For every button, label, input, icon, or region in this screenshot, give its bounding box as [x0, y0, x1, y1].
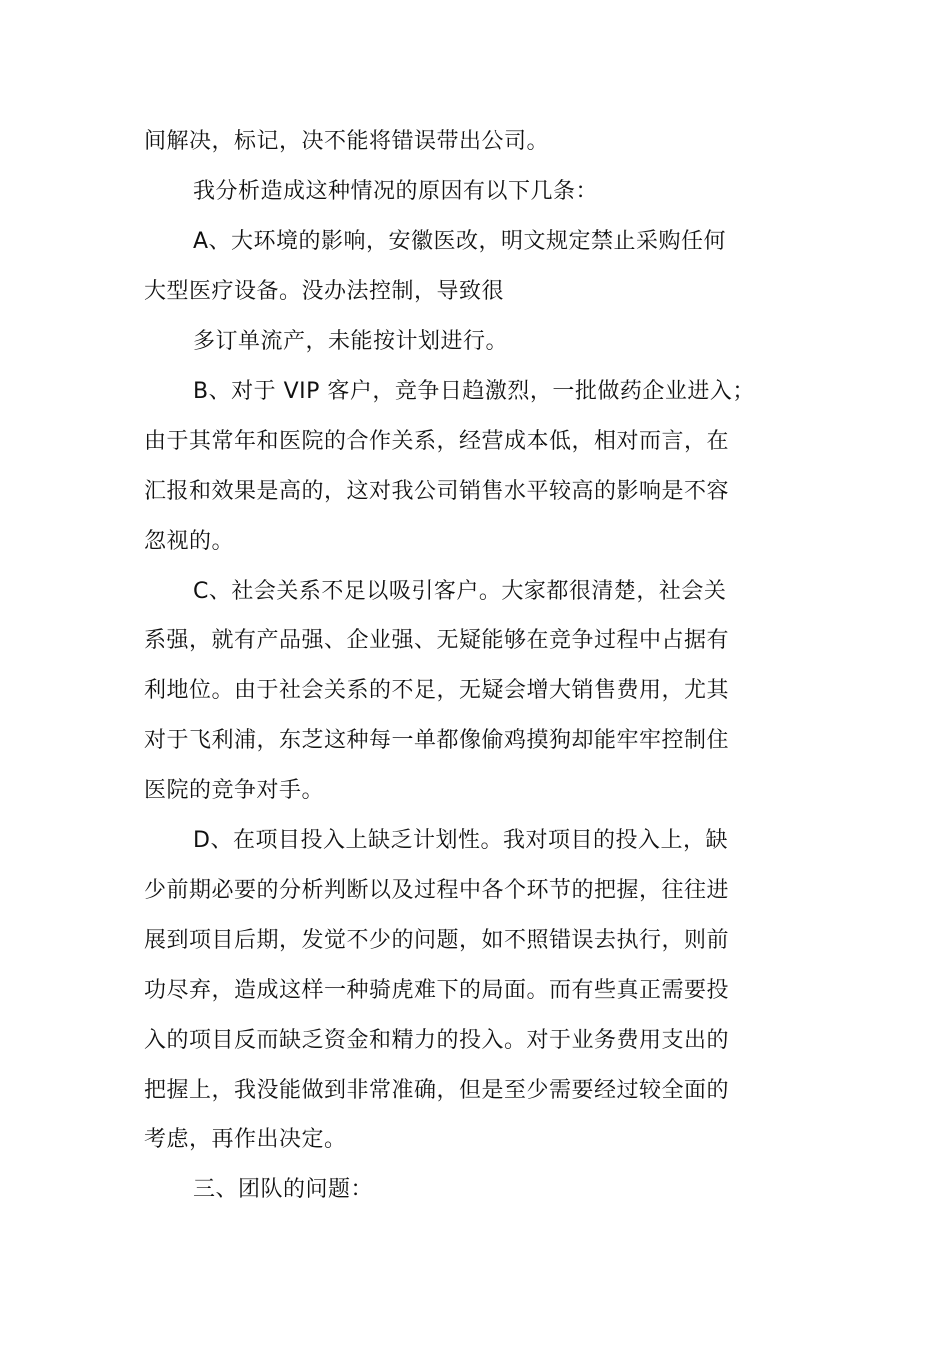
section-heading: 三、团队的问题： [193, 1177, 374, 1202]
text-line: 医院的竞争对手。 [144, 778, 325, 803]
text-line: 大型医疗设备。没办法控制，导致很 [144, 279, 505, 304]
text-line: 汇报和效果是高的，这对我公司销售水平较高的影响是不容 [144, 479, 730, 504]
text-line: 由于其常年和医院的合作关系，经营成本低，相对而言，在 [144, 429, 730, 454]
text-line: 功尽弃，造成这样一种骑虎难下的局面。而有些真正需要投 [144, 978, 730, 1003]
text-line: 少前期必要的分析判断以及过程中各个环节的把握，往往进 [144, 878, 730, 903]
text-line: 多订单流产，未能按计划进行。 [193, 329, 509, 354]
text-line: 忽视的。 [144, 529, 235, 554]
text-line: C、社会关系不足以吸引客户。大家都很清楚，社会关 [193, 579, 727, 604]
text-line: 系强，就有产品强、企业强、无疑能够在竞争过程中占据有 [144, 628, 730, 653]
text-line: 我分析造成这种情况的原因有以下几条： [193, 179, 599, 204]
text-line: 间解决，标记，决不能将错误带出公司。 [144, 129, 550, 154]
text-line: D、在项目投入上缺乏计划性。我对项目的投入上，缺 [193, 828, 728, 853]
text-line: 利地位。由于社会关系的不足，无疑会增大销售费用，尤其 [144, 678, 730, 703]
text-line: B、对于 VIP 客户，竞争日趋激烈，一批做药企业进入； [193, 379, 755, 404]
text-line: A、大环境的影响，安徽医改，明文规定禁止采购任何 [193, 229, 727, 254]
text-line: 入的项目反而缺乏资金和精力的投入。对于业务费用支出的 [144, 1028, 730, 1053]
text-line: 展到项目后期，发觉不少的问题，如不照错误去执行，则前 [144, 928, 730, 953]
text-line: 对于飞利浦，东芝这种每一单都像偷鸡摸狗却能牢牢控制住 [144, 728, 730, 753]
text-line: 把握上，我没能做到非常准确，但是至少需要经过较全面的 [144, 1078, 730, 1103]
text-line: 考虑，再作出决定。 [144, 1127, 347, 1152]
